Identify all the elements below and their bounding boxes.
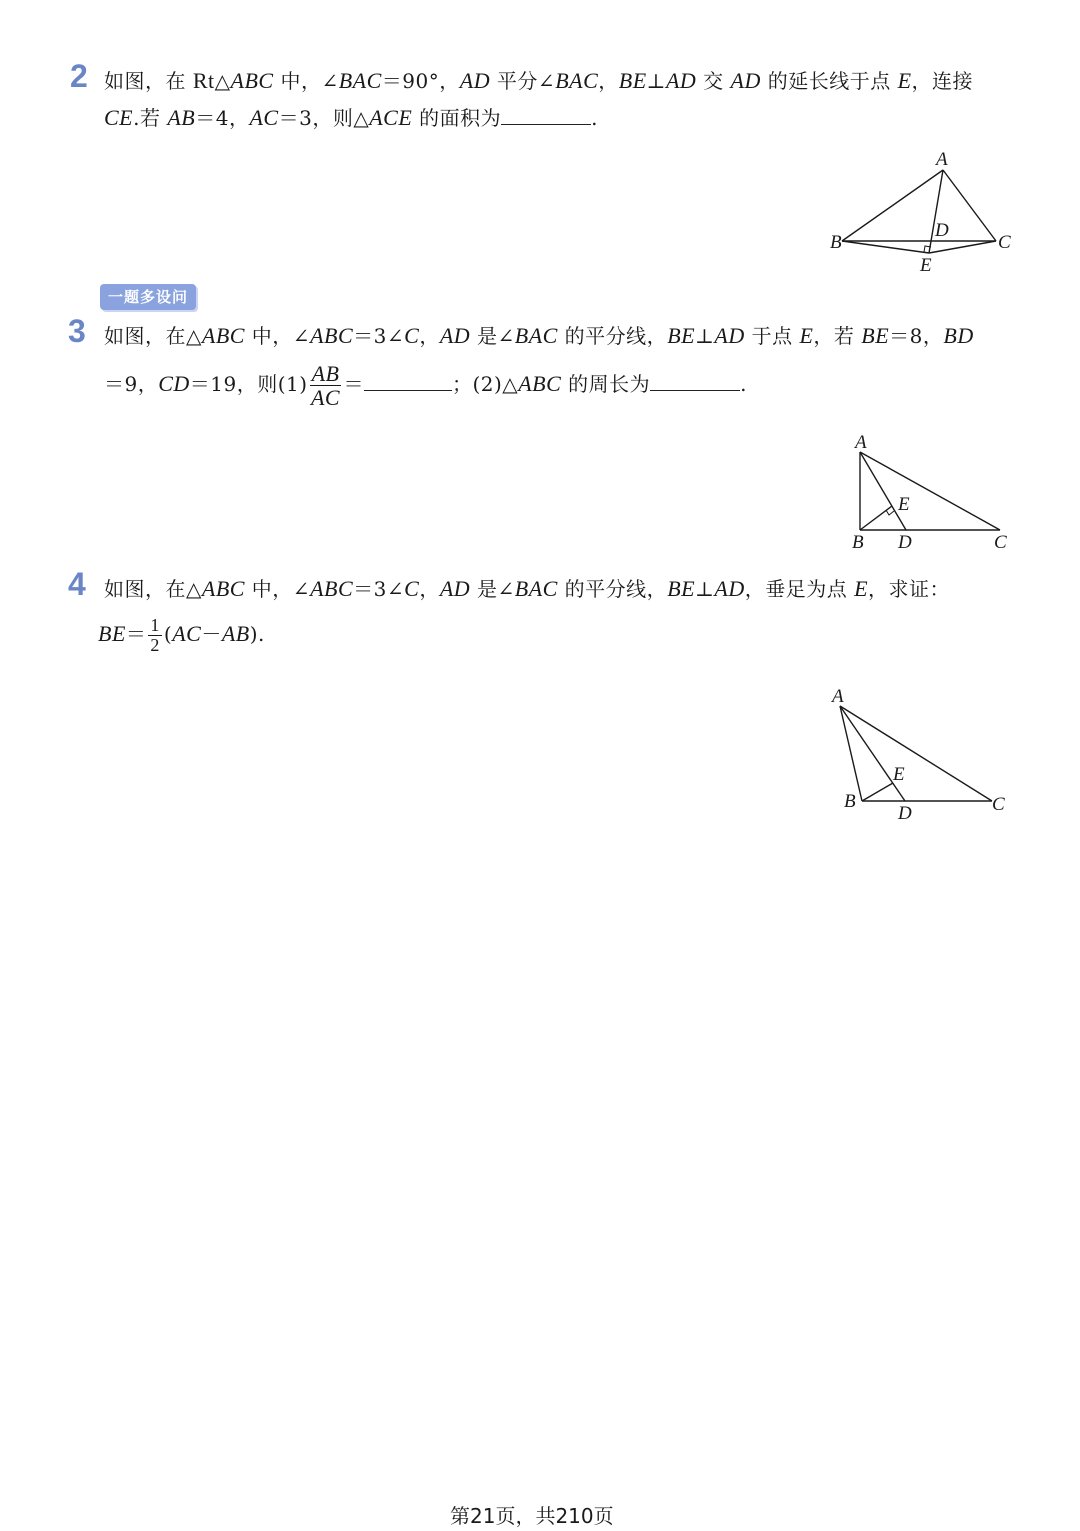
- math: BE: [98, 620, 126, 646]
- label-d: D: [898, 532, 912, 553]
- label-b: B: [830, 232, 842, 253]
- answer-blank-2[interactable]: [650, 372, 740, 391]
- label-e: E: [898, 494, 910, 515]
- math: AD: [714, 323, 745, 348]
- math: ABC: [201, 323, 245, 348]
- fraction-numerator: 1: [150, 615, 160, 635]
- text: ⊥: [646, 69, 666, 93]
- math: BE: [667, 323, 696, 348]
- q3-line-2: [104, 362, 747, 409]
- math: BAC: [555, 68, 599, 93]
- question-number-4: 4: [68, 566, 86, 602]
- text: ，: [419, 324, 440, 348]
- text: 中，∠: [244, 324, 311, 348]
- math: ACE: [369, 105, 413, 130]
- text: ，若: [813, 324, 862, 348]
- text: (: [163, 621, 173, 646]
- math: BAC: [338, 68, 382, 93]
- math: BD: [943, 323, 974, 348]
- text: 于点: [744, 324, 800, 348]
- text: ⊥: [695, 324, 715, 348]
- math: AD: [439, 323, 471, 348]
- label-b: B: [852, 532, 864, 553]
- math: AB: [221, 620, 250, 646]
- math: E: [799, 323, 814, 348]
- text: ＝: [343, 372, 364, 397]
- math: CE: [104, 105, 134, 130]
- q2-line-1: [104, 70, 973, 92]
- page-number-footer: 第21页，共210页: [450, 1504, 614, 1528]
- text: 中，∠: [244, 577, 311, 601]
- math: ABC: [310, 323, 354, 348]
- math: E: [854, 576, 869, 601]
- label-a: A: [832, 686, 844, 707]
- question-number-3: 3: [68, 313, 86, 349]
- segment-be: [860, 506, 892, 530]
- text: 如图，在: [104, 69, 193, 93]
- segment-ce: [929, 241, 996, 253]
- math: BE: [667, 576, 696, 601]
- q4-line-1: [104, 578, 950, 600]
- label-d: D: [935, 220, 949, 241]
- text: 的面积为: [412, 106, 502, 130]
- math: C: [404, 576, 420, 601]
- segment-ac: [840, 706, 992, 801]
- text: ，连接: [911, 69, 974, 93]
- q3-line-1: [104, 325, 974, 347]
- text: ，: [598, 69, 619, 93]
- math: AD: [665, 68, 697, 93]
- math: ABC: [518, 371, 562, 397]
- text: 的周长为: [561, 372, 651, 397]
- text: 中，∠: [273, 69, 339, 93]
- q3-figure: [840, 430, 1030, 555]
- text: 的延长线于点: [760, 69, 898, 93]
- fraction-denominator: AC: [310, 385, 341, 411]
- math: AD: [439, 576, 471, 601]
- text: 是∠: [470, 577, 515, 601]
- segment-be: [862, 783, 893, 801]
- math: AC: [249, 105, 279, 130]
- text: ＝3∠: [353, 577, 405, 601]
- math: CD: [158, 371, 190, 397]
- label-d: D: [898, 803, 912, 823]
- label-e: E: [920, 255, 932, 276]
- text: 的平分线，: [557, 324, 668, 348]
- text: ＝9，: [104, 372, 159, 397]
- q2-figure: [820, 145, 1030, 280]
- fraction-denominator: 2: [150, 634, 160, 655]
- text: ＝90°，: [381, 69, 460, 93]
- fraction-numerator: AB: [311, 361, 340, 386]
- label-e: E: [893, 764, 905, 785]
- text: ＝19，则(1): [189, 372, 308, 397]
- fraction-one-half: [148, 616, 162, 655]
- answer-blank[interactable]: [501, 106, 591, 125]
- math: ABC: [230, 68, 274, 93]
- text: .: [740, 372, 747, 397]
- text: △: [214, 69, 231, 93]
- segment-ac: [943, 170, 996, 241]
- math: ABC: [310, 576, 354, 601]
- label-b: B: [844, 791, 856, 812]
- text: ＝3∠: [353, 324, 405, 348]
- segment-ab: [842, 170, 943, 241]
- text: ；(2)△: [451, 372, 519, 397]
- segment-ab: [840, 706, 862, 801]
- label-a: A: [855, 432, 867, 453]
- text: .: [591, 106, 598, 130]
- fraction-ab-over-ac: [310, 362, 342, 409]
- segment-ad: [840, 706, 905, 801]
- question-number-2: 2: [70, 58, 88, 94]
- label-a: A: [936, 149, 948, 170]
- math: AB: [167, 105, 196, 130]
- text: 的平分线，: [557, 577, 668, 601]
- math: C: [404, 323, 420, 348]
- math: E: [897, 68, 912, 93]
- label-c: C: [994, 532, 1007, 553]
- math: AD: [730, 68, 761, 93]
- segment-ac: [860, 452, 1000, 530]
- text: 如图，在△: [104, 324, 202, 348]
- math: BAC: [514, 323, 558, 348]
- text: ⊥: [695, 577, 715, 601]
- text: ＝: [125, 621, 147, 646]
- label-c: C: [992, 794, 1005, 815]
- text: 如图，在△: [104, 577, 202, 601]
- text: ＝4，: [195, 106, 250, 130]
- math: BE: [618, 68, 647, 93]
- math: BAC: [514, 576, 558, 601]
- text: Rt: [192, 68, 215, 93]
- text: ＝8，: [889, 324, 944, 348]
- q4-line-2: [98, 616, 265, 655]
- text: .若: [133, 106, 168, 130]
- multi-question-badge: 一题多设问: [100, 284, 196, 310]
- text: －: [201, 621, 222, 646]
- text: 平分∠: [490, 69, 556, 93]
- math: ABC: [201, 576, 245, 601]
- text: ).: [249, 621, 265, 646]
- text: ＝3，则△: [278, 106, 370, 130]
- text: 交: [696, 69, 731, 93]
- math: AD: [714, 576, 745, 601]
- q2-line-2: [104, 106, 598, 129]
- segment-be: [842, 241, 929, 253]
- q4-figure: [820, 683, 1020, 823]
- text: ，求证：: [868, 577, 951, 601]
- answer-blank-1[interactable]: [364, 372, 452, 391]
- text: ，: [419, 577, 440, 601]
- right-angle-mark: [886, 510, 894, 515]
- math: AC: [172, 620, 202, 646]
- text: 是∠: [470, 324, 515, 348]
- segment-ad: [860, 452, 906, 530]
- text: ，垂足为点: [744, 577, 855, 601]
- math: BE: [861, 323, 890, 348]
- label-c: C: [998, 232, 1011, 253]
- math: AD: [459, 68, 491, 93]
